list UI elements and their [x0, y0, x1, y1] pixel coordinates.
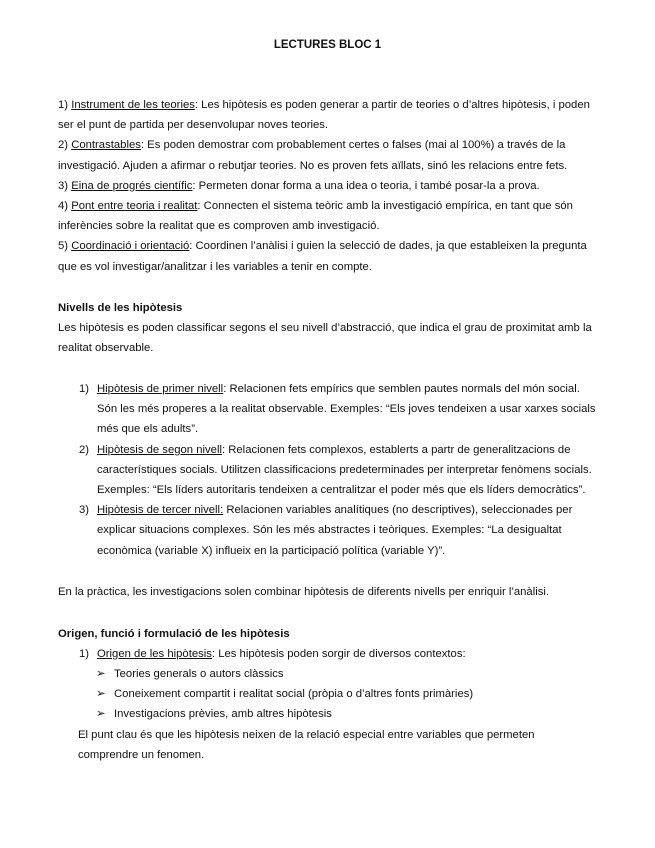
function-term: Eina de progrés científic	[71, 179, 193, 192]
level-number: 3)	[79, 504, 90, 517]
function-item-1	[58, 95, 598, 135]
function-text: : Es poden demostrar com probablement certes o falses (mai al 100%) a través de la investigació. Ajuden a afirmar o rebutjar teories. No es proven fets aïllats, sinó les relacions entre fets.	[58, 139, 568, 172]
levels-intro: Les hipòtesis es poden classificar segons el seu nivell d’abstracció, que indica el grau de proximitat amb la realitat observable.	[58, 322, 592, 355]
function-text: : Connecten el sistema teòric amb la investigació empírica, en tant que són inferències sobre la realitat que es comproven amb investigació.	[58, 200, 573, 233]
level-text: : Relacionen fets complexos, establerts a partr de generalitzacions de característiques socials. Utilitzen classificacions predeterminades per interpretar fenòmens socials. Exemples: “Els líders autoritaris tendeixen a centralitzar el poder més que els líders democràtics”.	[97, 443, 592, 497]
arrow-bullet-icon: ➢	[96, 708, 106, 721]
level-item-1	[58, 379, 598, 440]
origin-term: Origen de les hipòtesis	[97, 648, 212, 660]
function-number: 5)	[58, 240, 72, 253]
function-number: 3)	[58, 179, 72, 192]
bullet-text: Coneixement compartit i realitat social (pròpia o d’altres fonts primàries)	[114, 688, 474, 701]
arrow-bullet-icon: ➢	[96, 668, 106, 680]
origin-item-1	[58, 644, 598, 664]
level-number: 1)	[79, 383, 90, 395]
function-item-5	[58, 236, 598, 276]
function-number: 1)	[58, 99, 72, 111]
levels-closing: En la pràctica, les investigacions solen combinar hipòtesis de diferents nivells per enriquir l’anàlisi.	[58, 586, 550, 598]
levels-section	[58, 298, 598, 359]
function-text: : Permeten donar forma a una idea o teoria, i també posar-la a prova.	[192, 179, 540, 192]
bullet-item	[96, 684, 576, 704]
function-number: 4)	[58, 200, 72, 213]
arrow-bullet-icon: ➢	[96, 688, 106, 701]
level-term: Hipòtesis de tercer nivell:	[97, 504, 224, 517]
bullet-text: Investigacions prèvies, amb altres hipòtesis	[114, 708, 332, 721]
bullet-item	[96, 664, 576, 684]
function-text: : Les hipòtesis es poden generar a partir de teories o d’altres hipòtesis, i poden ser el punt de partida per desenvolupar noves teories.	[58, 99, 590, 132]
origin-conclusion: El punt clau és que les hipòtesis neixen de la relació especial entre variables que permeten comprendre un fenomen.	[78, 729, 535, 762]
function-number: 2)	[58, 139, 72, 152]
function-item-2	[58, 135, 598, 175]
function-term: Pont entre teoria i realitat	[71, 200, 198, 213]
functions-list	[58, 95, 598, 277]
function-item-4	[58, 196, 598, 236]
level-term: Hipòtesis de primer nivell	[97, 383, 224, 395]
levels-heading: Nivells de les hipòtesis	[58, 302, 183, 314]
level-text: Relacionen variables analítiques (no descriptives), seleccionades per explicar situacions complexes. Són les més abstractes i teòriques. Exemples: “La desigualtat econòmica (variable X) influeix en la participació política (variable Y)”.	[97, 504, 573, 557]
function-item-3	[58, 176, 598, 196]
origin-heading	[58, 624, 598, 644]
origin-number: 1)	[79, 648, 90, 660]
origin-list	[58, 644, 598, 664]
levels-list	[58, 379, 598, 561]
origin-bullets	[96, 664, 576, 725]
bullet-text: Teories generals o autors clàssics	[114, 668, 284, 680]
origin-heading-text: Origen, funció i formulació de les hipòtesis	[58, 628, 290, 640]
function-term: Contrastables	[71, 139, 141, 152]
level-number: 2)	[79, 443, 90, 456]
function-text: : Coordinen l’anàlisi i guien la selecció de dades, ja que estableixen la pregunta que es vol investigar/analitzar i les variables a tenir en compte.	[58, 240, 587, 273]
bullet-item	[96, 704, 576, 724]
level-text: : Relacionen fets empírics que semblen pautes normals del món social. Són les més properes a la realitat observable. Exemples: “Els joves tendeixen a usar xarxes socials més que els adults”.	[97, 383, 596, 436]
document-title: LECTURES BLOC 1	[273, 39, 382, 51]
level-item-2	[58, 440, 598, 501]
function-term: Instrument de les teories	[71, 99, 195, 111]
level-item-3	[58, 500, 598, 561]
origin-text: : Les hipòtesis poden sorgir de diversos contextos:	[211, 648, 466, 660]
function-term: Coordinació i orientació	[71, 240, 190, 253]
level-term: Hipòtesis de segon nivell	[97, 443, 222, 456]
